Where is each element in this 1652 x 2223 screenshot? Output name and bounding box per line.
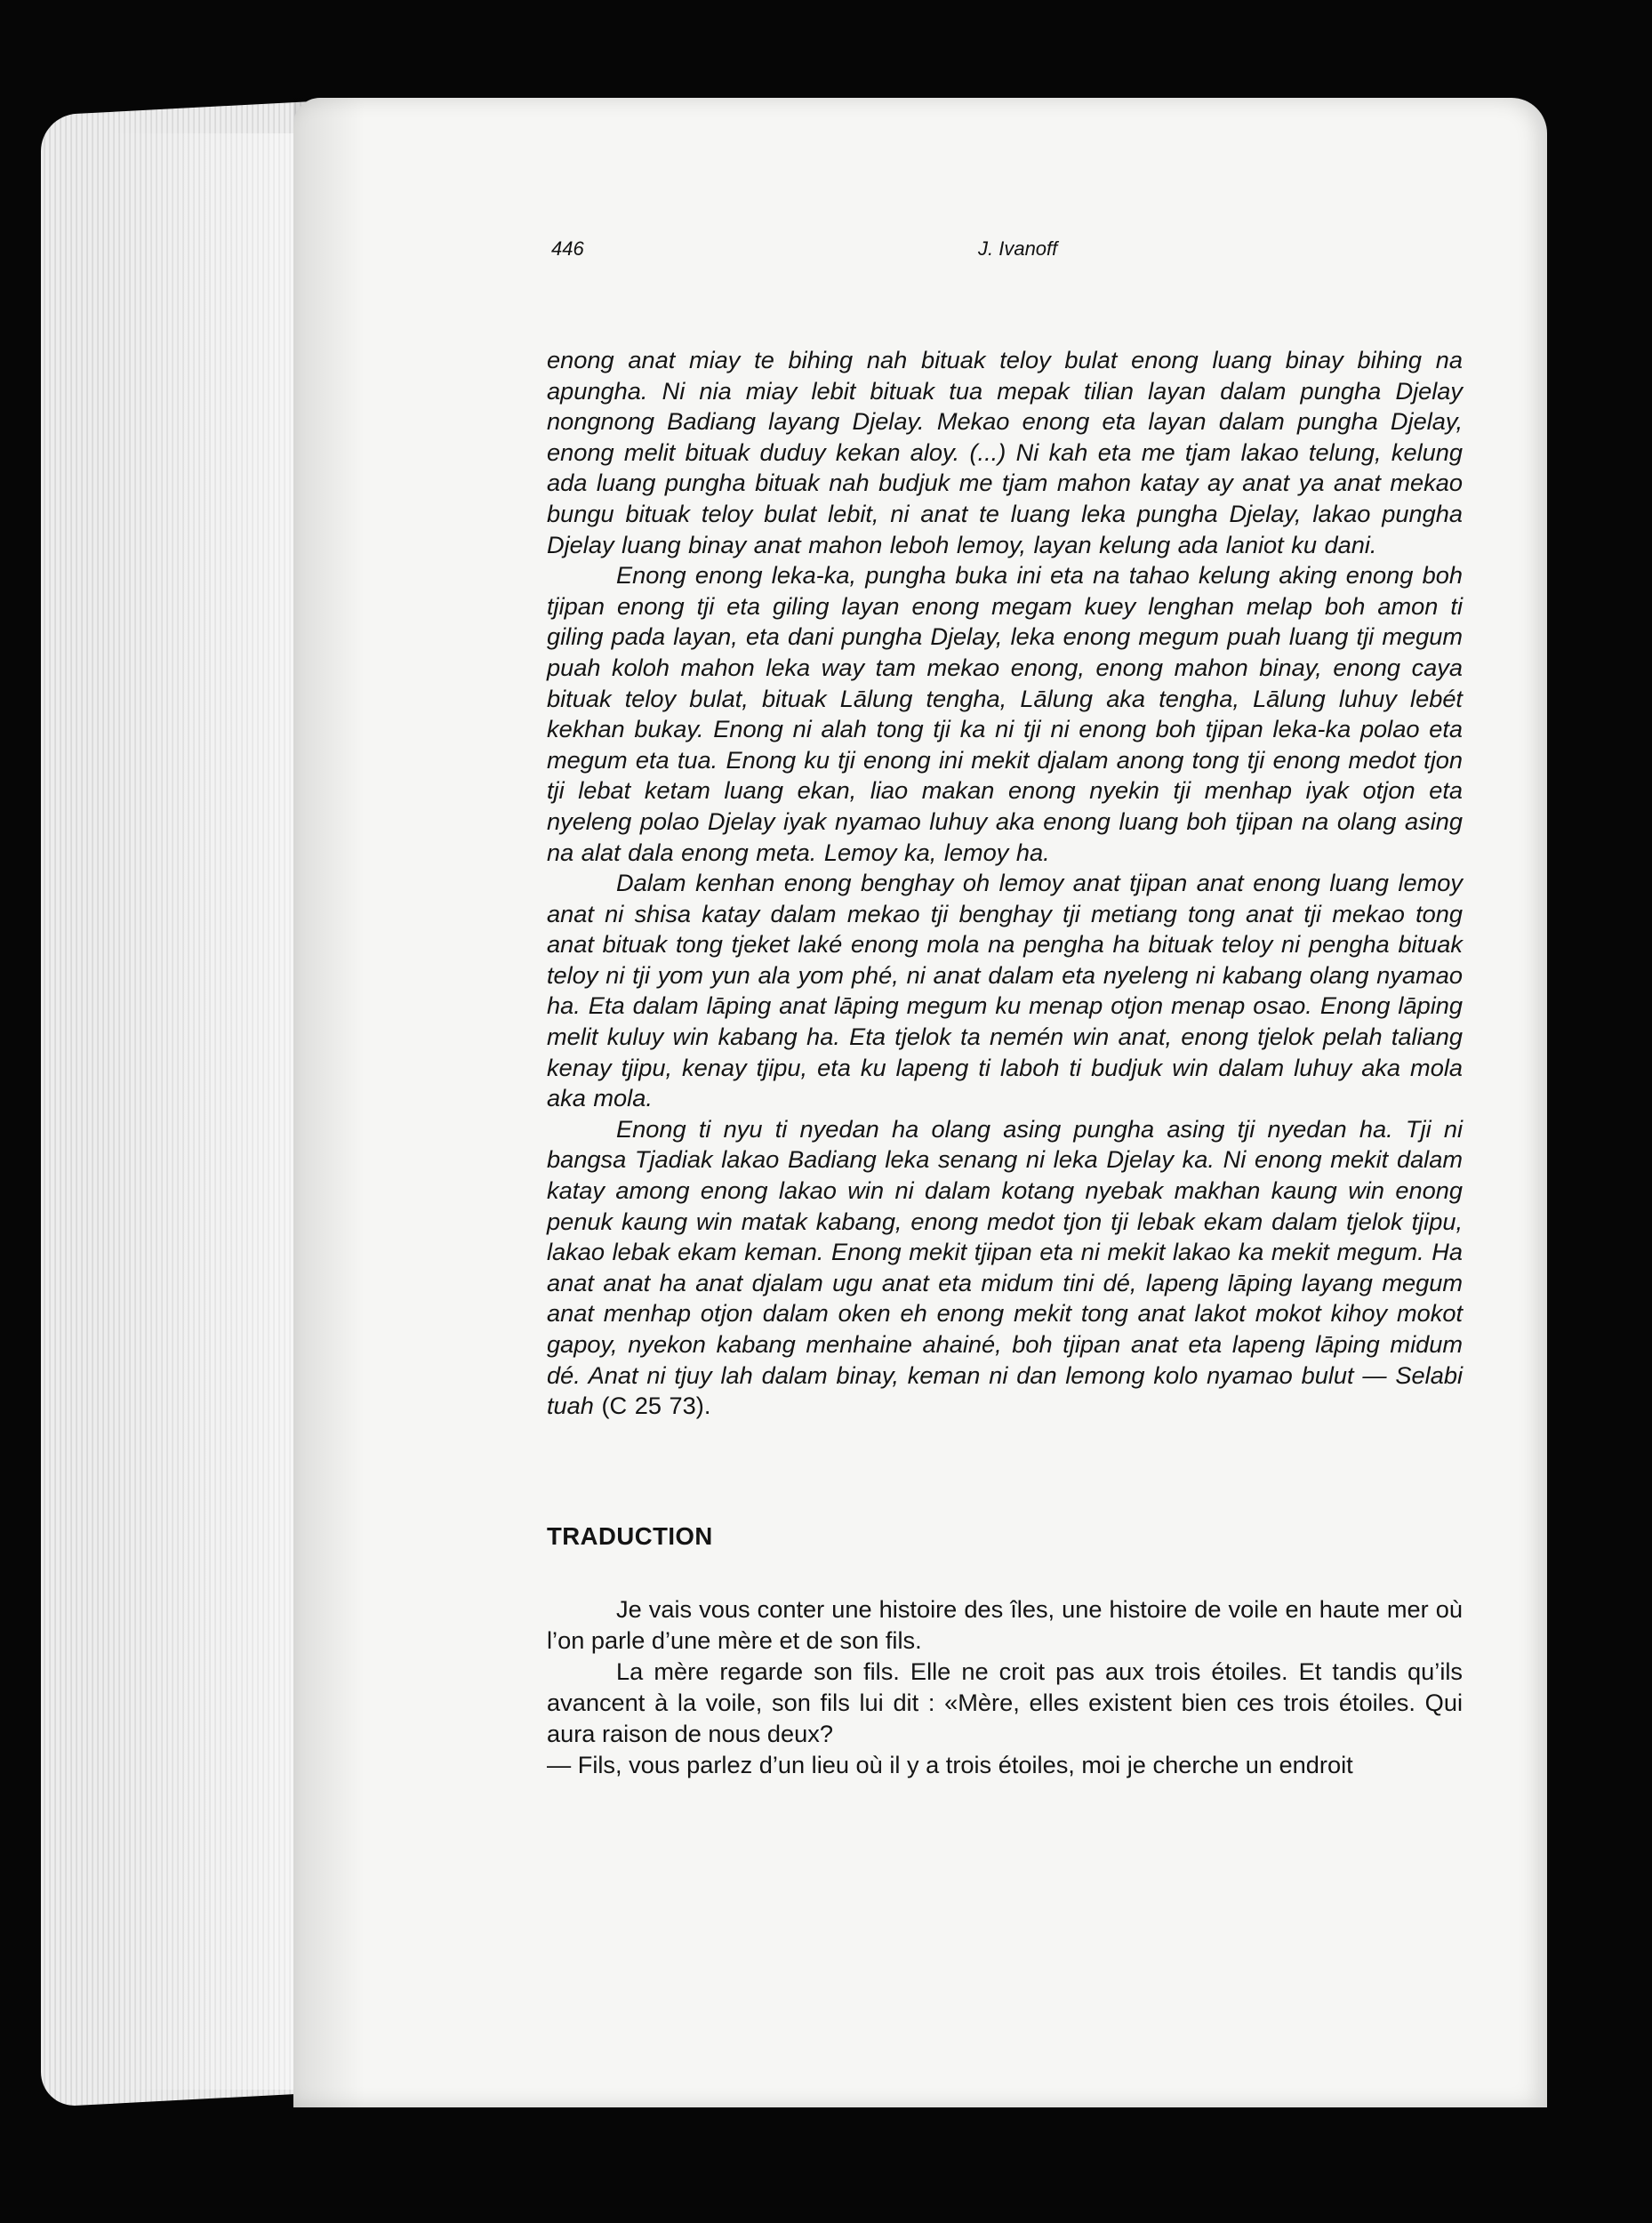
moken-paragraph-text: Enong ti nyu ti nyedan ha olang asing pungha asing tji nyedan ha. Tji ni bangsa Tjadiak lakao Badiang leka senang ni leka Djelay ka. Ni enong mekit dalam katay among enong lakao win ni dalam kotang nyebak makhan kaung win enong penuk kaung win matak kabang, enong medot tjon tji lebak ekam dalam tjelok tjipu, lakao lebak ekam keman. Enong mekit tjipan eta ni mekit lakao ka mekit megum. Ha anat anat ha anat djalam ugu anat eta midum tini dé, lapeng lāping layang megum anat menhap otjon dalam oken eh enong mekit tong anat lakot mokot kihoy mokot gapoy, nyekon kabang menhaine ahainé, boh tjipan anat eta lapeng lāping midum dé. Anat ni tjuy lah dalam binay, keman ni dan lemong kolo nyamao bulut — Selabi tuah bbox=[547, 1114, 1463, 1420]
moken-text bbox=[547, 345, 1463, 1422]
running-header bbox=[551, 237, 1467, 268]
citation: (C 25 73). bbox=[601, 1392, 711, 1420]
traduction-text bbox=[547, 1593, 1463, 1780]
moken-paragraph: enong anat miay te bihing nah bituak teloy bulat enong luang binay bihing na apungha. Ni nia miay lebit bituak tua mepak tilian layan dalam pungha Djelay nongnong Badiang layang Djelay. Mekao enong eta layan dalam pungha Djelay, enong melit bituak duduy kekan aloy. (...) Ni kah eta me tjam lakao telung, kelung ada luang pungha bituak nah budjuk me tjam mahon katay ay anat ya anat mekao bungu bituak teloy bulat lebit, ni anat te luang leka pungha Djelay, lakao pungha Djelay luang binay anat mahon leboh lemoy, layan kelung ada laniot ku dani. bbox=[547, 346, 1463, 558]
moken-paragraph bbox=[547, 1114, 1463, 1422]
section-heading: TRADUCTION bbox=[547, 1521, 713, 1550]
page-gutter-shadow bbox=[293, 98, 365, 2107]
running-header-author: J. Ivanoff bbox=[978, 237, 1058, 260]
moken-paragraph: Enong enong leka-ka, pungha buka ini eta na tahao kelung aking enong boh tjipan enong tji eta giling layan enong megam kuey lenghan melap boh amon ti giling pada layan, eta dani pungha Djelay, leka enong megum puah luang tji megum puah koloh mahon leka way tam mekao enong, enong mahon binay, enong caya bituak teloy bulat, bituak Lālung tengha, Lālung aka tengha, Lālung luhuy lebét kekhan bukay. Enong ni alah tong tji ka ni tji ni enong boh tjipan leka-ka polao eta megum eta tua. Enong ku tji enong ini mekit djalam anong tong tji enong medot tjon tji lebat ketam luang ekan, liao makan enong nyekin tji menhap iyak otjon eta nyeleng polao Djelay iyak nyamao luhuy aka enong luang boh tjipan na olang asing na alat dala enong meta. Lemoy ka, lemoy ha. bbox=[547, 561, 1463, 866]
traduction-paragraph: — Fils, vous parlez d’un lieu où il y a trois étoiles, moi je cherche un endroit bbox=[547, 1750, 1353, 1778]
page-number: 446 bbox=[551, 237, 584, 260]
moken-paragraph: Dalam kenhan enong benghay oh lemoy anat tjipan anat enong luang lemoy anat ni shisa katay dalam mekao tji benghay tji metiang tong anat tji mekao tong anat bituak tong tjeket laké enong mola na pengha ha bituak teloy ni pengha bituak teloy ni tji yom yun ala yom phé, ni anat dalam eta nyeleng ni kabang olang nyamao ha. Eta dalam lāping anat lāping megum ku menap otjon menap osao. Enong lāping melit kuluy win kabang ha. Eta tjelok ta nemén win anat, enong tjelok pelah taliang kenay tjipu, kenay tjipu, eta ku lapeng ti laboh ti budjuk win dalam luhuy aka mola aka mola. bbox=[547, 869, 1463, 1112]
page-body bbox=[547, 345, 1463, 1780]
traduction-paragraph: La mère regarde son fils. Elle ne croit pas aux trois étoiles. Et tandis qu’ils avancent à la voile, son fils lui dit : «Mère, elles existent bien ces trois étoiles. Qui aura raison de nous deux? bbox=[547, 1657, 1463, 1747]
traduction-paragraph: Je vais vous conter une histoire des îles, une histoire de voile en haute mer où l’on parle d’une mère et de son fils. bbox=[547, 1594, 1463, 1654]
